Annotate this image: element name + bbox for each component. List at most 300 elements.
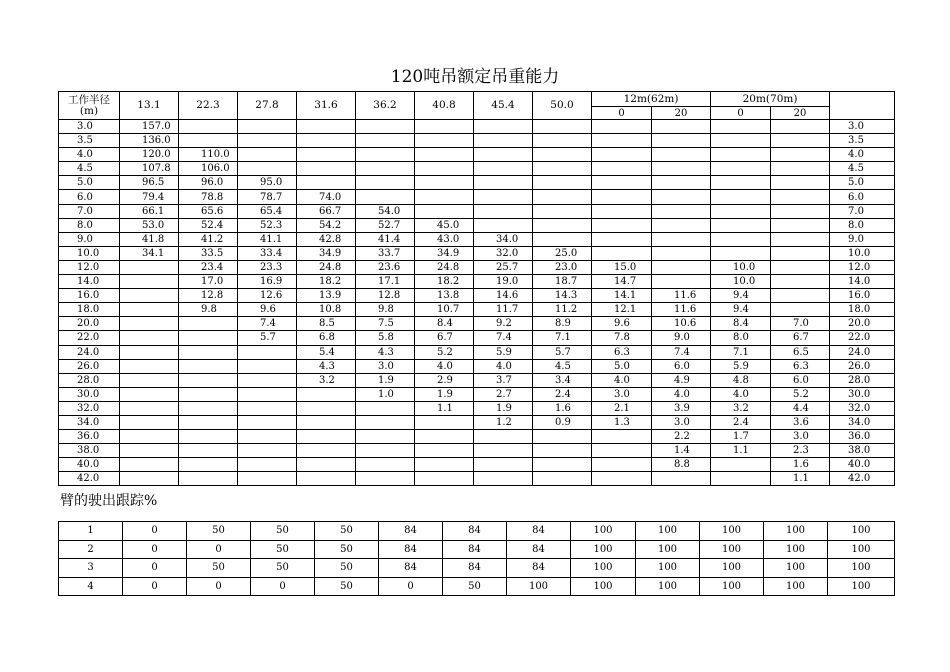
radius-cell-right: 32.0	[830, 401, 895, 415]
tracking-value-cell: 50	[315, 577, 379, 596]
radius-cell: 28.0	[59, 373, 120, 387]
radius-cell: 4.0	[59, 148, 120, 162]
load-value-cell: 3.2	[711, 401, 771, 415]
load-value-cell: 2.4	[533, 387, 592, 401]
load-value-cell	[592, 232, 652, 246]
load-value-cell	[120, 331, 179, 345]
load-value-cell	[474, 430, 533, 444]
load-value-cell	[533, 218, 592, 232]
page-title: 120吨吊额定吊重能力	[390, 67, 560, 87]
tracking-value-cell: 100	[764, 577, 828, 596]
radius-cell: 3.5	[59, 134, 120, 148]
load-value-cell: 14.6	[474, 289, 533, 303]
radius-cell: 42.0	[59, 472, 120, 486]
load-value-cell: 65.6	[179, 204, 238, 218]
tracking-value-cell: 0	[251, 577, 315, 596]
radius-cell-right: 30.0	[830, 387, 895, 401]
load-value-cell	[592, 148, 652, 162]
tracking-value-cell: 100	[571, 540, 636, 559]
tracking-value-cell: 100	[700, 577, 764, 596]
load-value-cell	[533, 190, 592, 204]
load-value-cell: 157.0	[120, 120, 179, 134]
load-value-cell	[120, 387, 179, 401]
table-row	[59, 387, 895, 401]
load-value-cell: 52.7	[356, 218, 415, 232]
tracking-value-cell: 100	[571, 577, 636, 596]
tracking-value-cell: 100	[636, 540, 700, 559]
load-value-cell: 96.0	[179, 176, 238, 190]
load-value-cell: 96.5	[120, 176, 179, 190]
load-value-cell	[652, 120, 711, 134]
load-value-cell	[356, 444, 415, 458]
load-value-cell: 7.8	[592, 331, 652, 345]
load-value-cell	[592, 134, 652, 148]
load-value-cell	[179, 387, 238, 401]
load-value-cell	[771, 120, 830, 134]
boom-length-header: 45.4	[474, 92, 533, 120]
table-row	[59, 190, 895, 204]
load-value-cell	[356, 458, 415, 472]
load-value-cell: 6.8	[297, 331, 356, 345]
load-value-cell: 4.9	[652, 373, 711, 387]
radius-cell-right: 6.0	[830, 190, 895, 204]
load-value-cell	[592, 430, 652, 444]
load-value-cell	[297, 387, 356, 401]
load-value-cell: 1.0	[356, 387, 415, 401]
load-value-cell: 17.1	[356, 275, 415, 289]
radius-cell-right: 3.0	[830, 120, 895, 134]
load-value-cell	[652, 204, 711, 218]
load-value-cell	[120, 303, 179, 317]
load-value-cell	[533, 458, 592, 472]
load-value-cell: 2.7	[474, 387, 533, 401]
load-value-cell	[179, 317, 238, 331]
load-value-cell	[771, 148, 830, 162]
load-value-cell: 9.4	[711, 303, 771, 317]
tracking-value-cell: 100	[507, 577, 571, 596]
tracking-value-cell: 100	[571, 559, 636, 578]
load-value-cell	[120, 373, 179, 387]
boom-tracking-title: 臂的驶出跟踪%	[60, 493, 158, 509]
tracking-value-cell: 84	[507, 540, 571, 559]
radius-cell-right: 7.0	[830, 204, 895, 218]
load-value-cell: 1.7	[711, 430, 771, 444]
tracking-value-cell: 0	[187, 540, 251, 559]
tracking-value-cell: 100	[636, 522, 700, 541]
load-value-cell	[238, 401, 297, 415]
load-value-cell	[179, 120, 238, 134]
load-value-cell: 7.4	[238, 317, 297, 331]
radius-cell-right: 8.0	[830, 218, 895, 232]
load-value-cell: 34.9	[297, 246, 356, 260]
radius-cell: 40.0	[59, 458, 120, 472]
load-value-cell: 12.1	[592, 303, 652, 317]
load-value-cell: 7.1	[711, 345, 771, 359]
load-value-cell	[179, 415, 238, 429]
rated-load-table	[58, 91, 895, 486]
load-value-cell: 7.0	[771, 317, 830, 331]
load-value-cell	[652, 246, 711, 260]
table-row	[59, 577, 895, 596]
load-value-cell: 6.5	[771, 345, 830, 359]
table-row	[59, 120, 895, 134]
table-row	[59, 317, 895, 331]
tracking-value-cell: 50	[251, 522, 315, 541]
load-value-cell	[474, 472, 533, 486]
radius-cell-right: 42.0	[830, 472, 895, 486]
load-value-cell: 6.3	[592, 345, 652, 359]
load-value-cell: 19.0	[474, 275, 533, 289]
load-value-cell	[179, 134, 238, 148]
load-value-cell: 24.8	[415, 260, 474, 274]
load-value-cell	[711, 134, 771, 148]
load-value-cell: 42.8	[297, 232, 356, 246]
step-number-cell: 1	[59, 522, 123, 541]
load-value-cell: 34.0	[474, 232, 533, 246]
load-value-cell: 9.0	[652, 331, 711, 345]
load-value-cell: 6.7	[415, 331, 474, 345]
load-value-cell: 6.7	[771, 331, 830, 345]
load-value-cell: 3.0	[592, 387, 652, 401]
load-value-cell: 2.4	[711, 415, 771, 429]
load-value-cell	[238, 359, 297, 373]
radius-cell: 20.0	[59, 317, 120, 331]
load-value-cell: 18.2	[415, 275, 474, 289]
load-value-cell: 33.7	[356, 246, 415, 260]
load-value-cell: 33.5	[179, 246, 238, 260]
load-value-cell: 136.0	[120, 134, 179, 148]
load-value-cell: 6.0	[652, 359, 711, 373]
load-value-cell: 10.0	[711, 275, 771, 289]
tracking-value-cell: 100	[700, 540, 764, 559]
radius-cell-right: 22.0	[830, 331, 895, 345]
load-value-cell	[711, 246, 771, 260]
load-value-cell	[238, 148, 297, 162]
load-value-cell	[771, 232, 830, 246]
radius-cell-right: 3.5	[830, 134, 895, 148]
load-value-cell	[120, 430, 179, 444]
radius-cell: 10.0	[59, 246, 120, 260]
load-value-cell: 53.0	[120, 218, 179, 232]
load-value-cell: 4.0	[415, 359, 474, 373]
load-value-cell	[711, 148, 771, 162]
load-value-cell	[474, 204, 533, 218]
radius-cell-right: 40.0	[830, 458, 895, 472]
load-value-cell: 14.1	[592, 289, 652, 303]
load-value-cell	[120, 317, 179, 331]
radius-header-line2: (m)	[79, 104, 99, 117]
load-value-cell: 5.2	[771, 387, 830, 401]
load-value-cell: 10.0	[711, 260, 771, 274]
radius-cell-right: 5.0	[830, 176, 895, 190]
table-row	[59, 458, 895, 472]
load-value-cell	[711, 204, 771, 218]
radius-cell: 9.0	[59, 232, 120, 246]
load-value-cell	[297, 148, 356, 162]
load-value-cell: 18.7	[533, 275, 592, 289]
load-value-cell: 11.6	[652, 303, 711, 317]
radius-cell-right: 16.0	[830, 289, 895, 303]
load-value-cell	[356, 430, 415, 444]
tracking-value-cell: 100	[828, 522, 895, 541]
load-value-cell	[120, 359, 179, 373]
load-value-cell: 1.1	[771, 472, 830, 486]
load-value-cell	[415, 120, 474, 134]
load-value-cell: 23.6	[356, 260, 415, 274]
load-value-cell	[711, 162, 771, 176]
load-value-cell: 54.2	[297, 218, 356, 232]
load-value-cell	[652, 275, 711, 289]
table-row	[59, 345, 895, 359]
jib-angle-header: 0	[592, 107, 652, 120]
load-value-cell	[297, 401, 356, 415]
load-value-cell	[652, 176, 711, 190]
tracking-value-cell: 50	[315, 540, 379, 559]
load-value-cell: 1.9	[474, 401, 533, 415]
load-value-cell	[120, 444, 179, 458]
load-value-cell: 16.9	[238, 275, 297, 289]
tracking-value-cell: 100	[636, 559, 700, 578]
boom-length-header: 40.8	[415, 92, 474, 120]
load-value-cell	[356, 120, 415, 134]
load-value-cell: 10.7	[415, 303, 474, 317]
tracking-value-cell: 84	[443, 522, 507, 541]
load-value-cell	[711, 176, 771, 190]
table-row	[59, 162, 895, 176]
load-value-cell: 3.0	[771, 430, 830, 444]
load-value-cell: 52.4	[179, 218, 238, 232]
radius-cell: 16.0	[59, 289, 120, 303]
radius-cell: 7.0	[59, 204, 120, 218]
load-value-cell: 66.1	[120, 204, 179, 218]
tracking-value-cell: 100	[636, 577, 700, 596]
load-value-cell	[238, 387, 297, 401]
load-value-cell	[238, 458, 297, 472]
load-value-cell: 2.9	[415, 373, 474, 387]
load-value-cell	[120, 472, 179, 486]
load-value-cell	[179, 430, 238, 444]
load-value-cell	[771, 275, 830, 289]
tracking-value-cell: 100	[764, 540, 828, 559]
load-value-cell	[415, 458, 474, 472]
radius-cell: 32.0	[59, 401, 120, 415]
tracking-value-cell: 100	[764, 559, 828, 578]
radius-cell: 34.0	[59, 415, 120, 429]
load-value-cell: 1.6	[533, 401, 592, 415]
boom-length-header: 27.8	[238, 92, 297, 120]
table-row	[59, 430, 895, 444]
load-value-cell: 14.3	[533, 289, 592, 303]
load-value-cell	[474, 120, 533, 134]
load-value-cell	[771, 246, 830, 260]
load-value-cell: 4.0	[592, 373, 652, 387]
load-value-cell: 33.4	[238, 246, 297, 260]
load-value-cell	[771, 162, 830, 176]
radius-cell-right: 36.0	[830, 430, 895, 444]
load-value-cell	[711, 120, 771, 134]
load-value-cell: 5.9	[474, 345, 533, 359]
load-value-cell: 41.4	[356, 232, 415, 246]
load-value-cell: 9.4	[711, 289, 771, 303]
load-value-cell	[415, 134, 474, 148]
load-value-cell: 3.0	[652, 415, 711, 429]
radius-cell: 8.0	[59, 218, 120, 232]
load-value-cell	[415, 204, 474, 218]
boom-length-header: 36.2	[356, 92, 415, 120]
load-value-cell: 7.5	[356, 317, 415, 331]
load-value-cell	[415, 190, 474, 204]
load-value-cell: 78.8	[179, 190, 238, 204]
load-value-cell: 17.0	[179, 275, 238, 289]
load-value-cell: 8.4	[711, 317, 771, 331]
load-value-cell: 65.4	[238, 204, 297, 218]
load-value-cell	[474, 190, 533, 204]
load-value-cell: 9.8	[179, 303, 238, 317]
load-value-cell	[297, 430, 356, 444]
tracking-value-cell: 100	[828, 559, 895, 578]
load-value-cell: 5.7	[238, 331, 297, 345]
load-value-cell	[179, 331, 238, 345]
load-value-cell	[711, 232, 771, 246]
radius-cell: 4.5	[59, 162, 120, 176]
radius-cell-right: 9.0	[830, 232, 895, 246]
load-value-cell	[179, 458, 238, 472]
load-value-cell	[652, 218, 711, 232]
load-value-cell: 120.0	[120, 148, 179, 162]
tracking-value-cell: 84	[507, 559, 571, 578]
load-value-cell: 3.2	[297, 373, 356, 387]
load-value-cell	[297, 472, 356, 486]
radius-cell: 30.0	[59, 387, 120, 401]
load-value-cell	[474, 458, 533, 472]
load-value-cell: 3.7	[474, 373, 533, 387]
load-value-cell	[592, 458, 652, 472]
tracking-value-cell: 84	[379, 522, 443, 541]
load-value-cell: 66.7	[297, 204, 356, 218]
load-value-cell	[415, 472, 474, 486]
load-value-cell	[771, 176, 830, 190]
load-value-cell: 12.6	[238, 289, 297, 303]
load-value-cell	[415, 430, 474, 444]
load-value-cell: 3.6	[771, 415, 830, 429]
tracking-value-cell: 100	[828, 577, 895, 596]
load-value-cell	[356, 190, 415, 204]
load-value-cell	[238, 120, 297, 134]
load-value-cell	[238, 345, 297, 359]
boom-length-header: 50.0	[533, 92, 592, 120]
load-value-cell: 11.6	[652, 289, 711, 303]
load-value-cell	[356, 472, 415, 486]
jib-group-header: 12m(62m)	[592, 92, 711, 107]
load-value-cell: 1.1	[711, 444, 771, 458]
load-table-header-row	[59, 92, 895, 107]
load-value-cell	[179, 345, 238, 359]
load-value-cell: 14.7	[592, 275, 652, 289]
radius-cell-right: 12.0	[830, 260, 895, 274]
load-value-cell: 8.0	[711, 331, 771, 345]
load-value-cell	[415, 415, 474, 429]
load-value-cell: 4.8	[711, 373, 771, 387]
load-value-cell: 6.0	[771, 373, 830, 387]
boom-length-header: 13.1	[120, 92, 179, 120]
load-value-cell	[533, 162, 592, 176]
load-value-cell: 3.9	[652, 401, 711, 415]
load-value-cell: 5.0	[592, 359, 652, 373]
load-value-cell: 1.2	[474, 415, 533, 429]
load-value-cell	[652, 162, 711, 176]
table-row	[59, 232, 895, 246]
load-value-cell: 1.9	[415, 387, 474, 401]
load-value-cell: 7.4	[652, 345, 711, 359]
load-value-cell	[533, 444, 592, 458]
load-value-cell	[771, 190, 830, 204]
table-row	[59, 359, 895, 373]
load-value-cell	[238, 162, 297, 176]
tracking-value-cell: 100	[764, 522, 828, 541]
table-row	[59, 260, 895, 274]
radius-cell: 5.0	[59, 176, 120, 190]
load-value-cell: 110.0	[179, 148, 238, 162]
load-value-cell: 78.7	[238, 190, 297, 204]
radius-cell: 12.0	[59, 260, 120, 274]
load-value-cell: 7.4	[474, 331, 533, 345]
table-row	[59, 373, 895, 387]
radius-cell: 18.0	[59, 303, 120, 317]
load-value-cell	[415, 162, 474, 176]
load-value-cell	[771, 218, 830, 232]
radius-cell: 14.0	[59, 275, 120, 289]
load-value-cell	[356, 176, 415, 190]
load-value-cell: 4.3	[297, 359, 356, 373]
load-value-cell	[120, 458, 179, 472]
load-value-cell	[356, 134, 415, 148]
load-value-cell	[592, 176, 652, 190]
load-value-cell: 107.8	[120, 162, 179, 176]
load-value-cell	[711, 472, 771, 486]
tracking-value-cell: 84	[443, 559, 507, 578]
load-value-cell	[415, 444, 474, 458]
tracking-value-cell: 50	[315, 522, 379, 541]
radius-cell: 36.0	[59, 430, 120, 444]
load-value-cell	[652, 134, 711, 148]
tracking-value-cell: 50	[251, 559, 315, 578]
load-value-cell: 4.5	[533, 359, 592, 373]
load-value-cell	[297, 162, 356, 176]
load-value-cell	[771, 134, 830, 148]
radius-cell: 3.0	[59, 120, 120, 134]
load-value-cell	[356, 415, 415, 429]
tracking-value-cell: 0	[187, 577, 251, 596]
load-value-cell: 11.2	[533, 303, 592, 317]
load-value-cell: 2.2	[652, 430, 711, 444]
tracking-value-cell: 100	[700, 522, 764, 541]
load-value-cell	[120, 345, 179, 359]
load-value-cell	[238, 373, 297, 387]
step-number-cell: 2	[59, 540, 123, 559]
table-row	[59, 415, 895, 429]
radius-cell-right: 14.0	[830, 275, 895, 289]
jib-group-header: 20m(70m)	[711, 92, 830, 107]
load-value-cell	[652, 190, 711, 204]
load-value-cell: 23.0	[533, 260, 592, 274]
load-value-cell	[711, 190, 771, 204]
load-value-cell	[533, 430, 592, 444]
table-row	[59, 148, 895, 162]
load-value-cell: 3.0	[356, 359, 415, 373]
load-value-cell: 13.9	[297, 289, 356, 303]
load-value-cell	[474, 162, 533, 176]
load-value-cell	[120, 289, 179, 303]
